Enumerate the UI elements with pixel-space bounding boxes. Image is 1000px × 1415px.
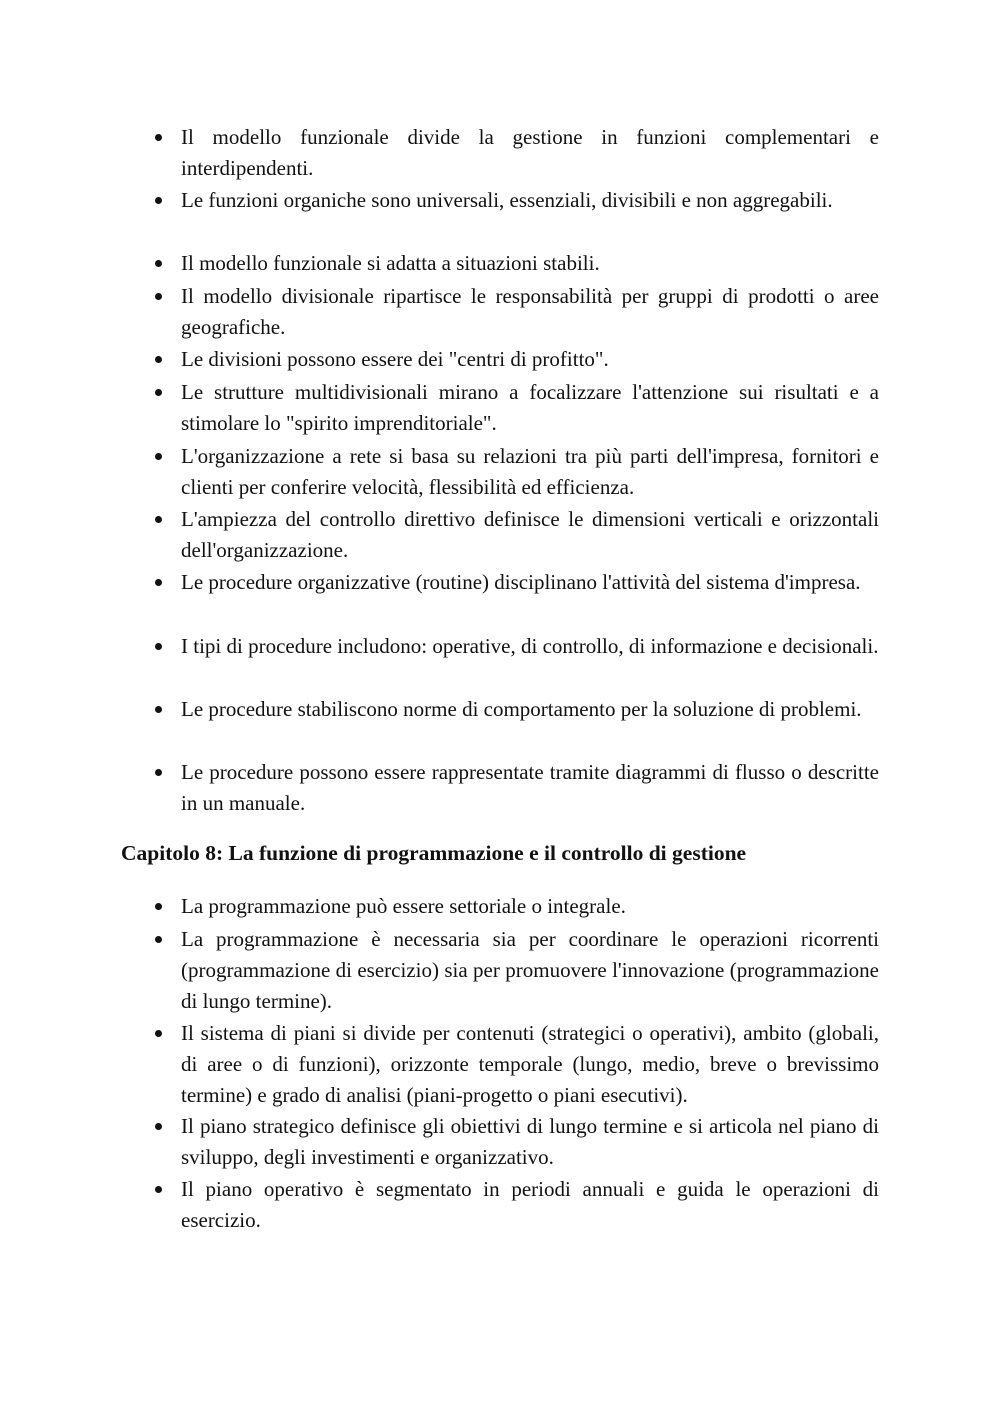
bullet-icon <box>155 356 162 363</box>
bullet-icon <box>155 1186 162 1193</box>
list-item-text: Il sistema di piani si divide per contenuti (strategici o operativi), ambito (globali, di aree o di funzioni), orizzonte temporale (lungo, medio, breve o brevissimo termine) e grado di analisi (piani-progetto o piani esecutivi). <box>181 1021 879 1107</box>
list-item-text: Le procedure possono essere rappresentate tramite diagrammi di flusso o descritte in un manuale. <box>181 760 879 815</box>
list-item-text: Il piano operativo è segmentato in periodi annuali e guida le operazioni di esercizio. <box>181 1177 879 1232</box>
list-item-text: Le divisioni possono essere dei "centri di profitto". <box>181 347 609 371</box>
list-item-text: Le procedure organizzative (routine) disciplinano l'attività del sistema d'impresa. <box>181 570 861 594</box>
bullet-icon <box>155 903 162 910</box>
list-item-text: Il modello funzionale divide la gestione in funzioni complementari e interdipendenti. <box>181 125 879 180</box>
bullet-icon <box>155 260 162 267</box>
bullet-icon <box>155 579 162 586</box>
list-item-text: Il modello divisionale ripartisce le responsabilità per gruppi di prodotti o aree geografiche. <box>181 284 879 339</box>
bullet-icon <box>155 134 162 141</box>
list-item-text: L'ampiezza del controllo direttivo definisce le dimensioni verticali e orizzontali dell'organizzazione. <box>181 507 879 562</box>
bullet-icon <box>155 516 162 523</box>
list-item-text: Le procedure stabiliscono norme di comportamento per la soluzione di problemi. <box>181 697 862 721</box>
list-item-text: La programmazione può essere settoriale o integrale. <box>181 894 626 918</box>
bullet-icon <box>155 1030 162 1037</box>
bullet-icon <box>155 293 162 300</box>
bullet-icon <box>155 706 162 713</box>
bullet-icon <box>155 453 162 460</box>
chapter-heading: Capitolo 8: La funzione di programmazione e il controllo di gestione <box>121 841 747 865</box>
bullet-icon <box>155 769 162 776</box>
list-item-text: I tipi di procedure includono: operative, di controllo, di informazione e decisionali. <box>181 634 879 658</box>
list-item-text: La programmazione è necessaria sia per coordinare le operazioni ricorrenti (programmazione di esercizio) sia per promuovere l'innovazione (programmazione di lungo termine). <box>181 927 879 1013</box>
bullet-icon <box>155 1123 162 1130</box>
list-item-text: Le funzioni organiche sono universali, essenziali, divisibili e non aggregabili. <box>181 188 833 212</box>
bullet-icon <box>155 389 162 396</box>
list-item-text: Le strutture multidivisionali mirano a focalizzare l'attenzione sui risultati e a stimolare lo "spirito imprenditoriale". <box>181 380 879 435</box>
list-item-text: L'organizzazione a rete si basa su relazioni tra più parti dell'impresa, fornitori e clienti per conferire velocità, flessibilità ed efficienza. <box>181 444 879 499</box>
bullet-icon <box>155 643 162 650</box>
list-item-text: Il piano strategico definisce gli obiettivi di lungo termine e si articola nel piano di sviluppo, degli investimenti e organizzativo. <box>181 1114 879 1169</box>
bullet-icon <box>155 936 162 943</box>
bullet-icon <box>155 197 162 204</box>
list-item-text: Il modello funzionale si adatta a situazioni stabili. <box>181 251 600 275</box>
